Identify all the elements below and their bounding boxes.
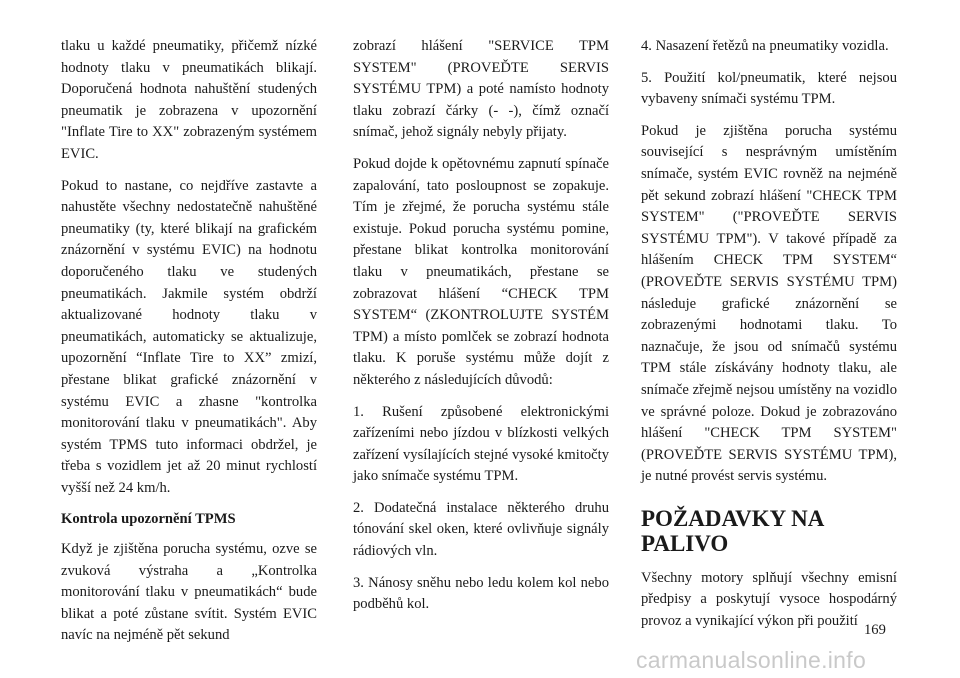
text-column-3 xyxy=(641,36,897,643)
paragraph: Když je zjištěna porucha systému, ozve se zvuková výstraha a „Kontrolka monitorování tlaku v pneumatikách“ bude blikat a poté zůstane svítit. Systém EVIC navíc na nejméně pět sekund xyxy=(61,541,317,644)
section-heading: POŽADAVKY NA PALIVO xyxy=(641,505,824,556)
text-column-2 xyxy=(353,36,609,626)
page-number: 169 xyxy=(864,622,886,638)
paragraph: Všechny motory splňují všechny emisní předpisy a poskytují vysoce hospodárný provoz a vynikající výkon při použití xyxy=(641,569,897,630)
list-item: 4. Nasazení řetězů na pneumatiky vozidla. xyxy=(641,38,889,54)
watermark: carmanualsonline.info xyxy=(636,647,867,673)
paragraph: Pokud to nastane, co nejdříve zastavte a nahustěte všechny nedostatečně nahuštěné pneumatiky (ty, které blikají na grafickém znázornění v systému EVIC) na hodnotu doporučeného tlaku ve studených pneumatikách. Jakmile systém obdrží aktualizované hodnoty tlaku v pneumatikách, automaticky se aktualizuje, upozornění “Inflate Tire to XX” zmizí, přestane blikat grafické znázornění v systému EVIC a zhasne "kontrolka monitorování tlaku v pneumatikách". Aby systém TPMS tuto informaci obdržel, je třeba s vozidlem jet až 20 minut rychlostí vyšší než 24 km/h. xyxy=(61,177,317,496)
paragraph: zobrazí hlášení "SERVICE TPM SYSTEM" (PROVEĎTE SERVIS SYSTÉMU TPM) a poté namísto hodnoty tlaku zobrazí čárky (- -), čímž označí snímač, jehož signály nebyly přijaty. xyxy=(353,38,609,141)
text-column-1 xyxy=(61,36,317,657)
paragraph: Pokud dojde k opětovnému zapnutí spínače zapalování, tato posloupnost se zopakuje. Tím je zřejmé, že porucha systému stále existuje. Pokud porucha systému pomine, přestane blikat kontrolka monitorování tlaku v pneumatikách, přestane se zobrazovat hlášení “CHECK TPM SYSTEM“ (ZKONTROLUJTE SYSTÉM TPM) a místo pomlček se zobrazí hodnota tlaku. K poruše systému může dojít z některého z následujících důvodů: xyxy=(353,155,609,388)
paragraph: Pokud je zjištěna porucha systému související s nesprávným umístěním snímače, systém EVIC rovněž na nejméně pět sekund zobrazí hlášení "CHECK TPM SYSTEM" ("PROVEĎTE SERVIS SYSTÉMU TPM"). V takové případě za hlášením CHECK TPM SYSTEM“ (PROVEĎTE SERVIS SYSTÉMU TPM) následuje grafické znázornění se zobrazenými hodnotami tlaku. To naznačuje, že jsou od snímačů systému TPM stále získávány hodnoty tlaku, ale snímače zřejmě nejsou umístěny na vozidlo ve správné poloze. Dokud je zobrazováno hlášení "CHECK TPM SYSTEM" (PROVEĎTE SERVIS SYSTÉMU TPM), je nutné provést servis systému. xyxy=(641,122,897,485)
list-item: 2. Dodatečná instalace některého druhu tónování skel oken, které ovlivňuje signály rádiových vln. xyxy=(353,499,609,560)
list-item: 3. Nánosy sněhu nebo ledu kolem kol nebo podběhů kol. xyxy=(353,574,609,613)
list-item: 5. Použití kol/pneumatik, které nejsou vybaveny snímači systému TPM. xyxy=(641,69,897,108)
paragraph: tlaku u každé pneumatiky, přičemž nízké hodnoty tlaku v pneumatikách blikají. Doporučená hodnota nahuštění studených pneumatik je zobrazena v upozornění "Inflate Tire to XX" zobrazeným systémem EVIC. xyxy=(61,38,317,162)
list-item: 1. Rušení způsobené elektronickými zařízeními nebo jízdou v blízkosti velkých zařízení vysílajících stejné vysoké kmitočty jako snímače systému TPM. xyxy=(353,403,609,485)
section-subheading: Kontrola upozornění TPMS xyxy=(61,511,236,528)
